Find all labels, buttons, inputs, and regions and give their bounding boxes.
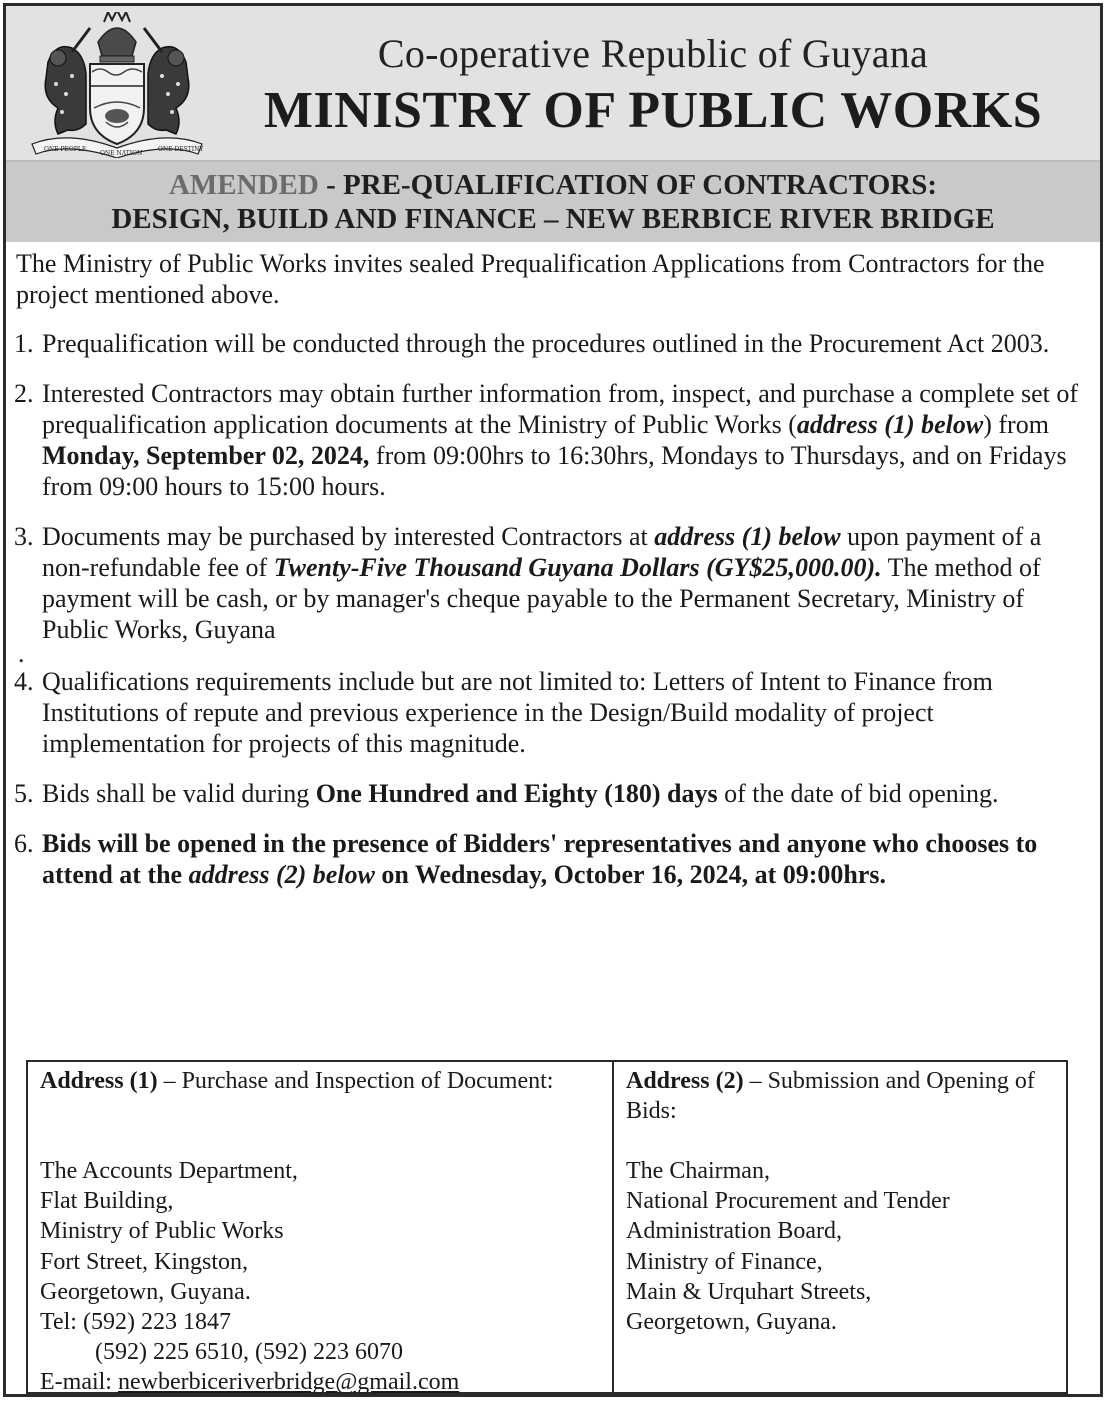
list-item [16, 521, 1090, 645]
list-item [16, 666, 1090, 759]
item-number: 4. [14, 667, 34, 696]
start-date: Monday, September 02, 2024, [42, 441, 370, 470]
amended-label: AMENDED [168, 169, 319, 201]
address-line: Administration Board, [626, 1218, 842, 1245]
list-item [16, 778, 1090, 809]
item-text: Bids will be opened in the presence of Bidders' representatives and anyone who chooses to attend at the [42, 829, 1038, 889]
fee-amount: Twenty-Five Thousand Guyana Dollars (GY$25,000.00). [273, 553, 882, 582]
email-link[interactable]: newberbiceriverbridge@gmail.com [117, 1369, 460, 1396]
email-line [40, 1367, 600, 1397]
list-item [16, 378, 1090, 502]
notice-body [6, 248, 1100, 890]
item-text: ) from [983, 410, 1049, 439]
intro-paragraph: The Ministry of Public Works invites sealed Prequalification Applications from Contractors for the project mentioned above. [16, 249, 1045, 309]
item-number: 5. [14, 779, 34, 808]
list-item [16, 328, 1090, 359]
address-reference: address (2) below [188, 860, 375, 889]
item-text: The method of payment will be cash, or by manager's cheque payable to the Permanent Secretary, Ministry of Public Works, Guyana [42, 553, 1041, 644]
address-2-label: Address (2) [626, 1068, 744, 1094]
notice-title [6, 162, 1100, 242]
address-2-purpose: – Submission and Opening of Bids: [626, 1068, 1035, 1125]
item-number: 3. [14, 522, 34, 551]
address-line: Fort Street, Kingston, [40, 1248, 248, 1275]
address-reference: address (1) below [796, 410, 984, 439]
address-line: National Procurement and Tender [626, 1188, 950, 1215]
telephone-number: (592) 223 1847 [82, 1309, 231, 1336]
address-line: Flat Building, [40, 1188, 174, 1215]
address-line: Georgetown, Guyana. [626, 1309, 837, 1336]
address-line: Main & Urquhart Streets, [626, 1278, 872, 1305]
telephone-line [40, 1307, 600, 1337]
header-text [206, 6, 1100, 140]
address-1-label: Address (1) [40, 1068, 158, 1094]
motto-text: ONE PEOPLE [44, 146, 87, 153]
email-label: E-mail: [40, 1369, 118, 1396]
item-text: Qualifications requirements include but are not limited to: Letters of Intent to Finance from Institutions of repute and previous experience in the Design/Build modality of project implementation for projects of this magnitude. [42, 667, 993, 758]
address-table [26, 1060, 1068, 1394]
item-text: from 09:00hrs to 16:30hrs, Mondays to Thursdays, and on Fridays from 09:00 hours to 15:00 hours. [42, 441, 1067, 501]
item-number: 1. [14, 329, 34, 358]
item-text: Documents may be purchased by interested Contractors at [42, 522, 655, 551]
address-reference: address (1) below [654, 522, 841, 551]
address-1-purpose: – Purchase and Inspection of Document: [157, 1068, 554, 1094]
item-text: Prequalification will be conducted through the procedures outlined in the Procurement Act 2003. [42, 329, 1050, 358]
validity-period: One Hundred and Eighty (180) days [315, 779, 718, 808]
item-text: Interested Contractors may obtain further information from, inspect, and purchase a complete set of prequalification application documents at the Ministry of Public Works ( [42, 379, 1079, 439]
notice-page [3, 3, 1103, 1397]
motto-text: ONE DESTINY [158, 146, 204, 153]
title-line-1: - PRE-QUALIFICATION OF CONTRACTORS: [318, 169, 937, 201]
header [6, 6, 1100, 162]
address-1-heading [40, 1066, 600, 1126]
opening-date: on Wednesday, October 16, 2024, at 09:00hrs. [374, 860, 887, 889]
motto-text: ONE NATION [100, 150, 143, 157]
address-line: Ministry of Finance, [626, 1248, 823, 1275]
address-line: Georgetown, Guyana. [40, 1278, 251, 1305]
telephone-number: (592) 225 6510, (592) 223 6070 [95, 1339, 403, 1366]
item-number: 2. [14, 379, 34, 408]
address-1-cell [28, 1062, 614, 1396]
item-number: 6. [14, 829, 34, 858]
item-text: Bids shall be valid during [42, 779, 316, 808]
item-text: upon payment of a non-refundable fee of [42, 522, 1042, 582]
address-line: The Accounts Department, [40, 1158, 298, 1184]
address-2-heading [626, 1066, 1054, 1126]
stray-dot: . [18, 639, 25, 668]
address-line: The Chairman, [626, 1158, 770, 1184]
tel-label: Tel: [40, 1309, 83, 1336]
guyana-coat-of-arms-icon [28, 12, 206, 158]
title-line-2: DESIGN, BUILD AND FINANCE – NEW BERBICE RIVER BRIDGE [111, 203, 995, 235]
address-line: Ministry of Public Works [40, 1218, 284, 1245]
country-name: Co-operative Republic of Guyana [377, 31, 929, 76]
list-item [16, 828, 1090, 890]
ministry-name: MINISTRY OF PUBLIC WORKS [263, 82, 1043, 139]
address-2-cell [614, 1062, 1066, 1392]
item-text: of the date of bid opening. [717, 779, 999, 808]
